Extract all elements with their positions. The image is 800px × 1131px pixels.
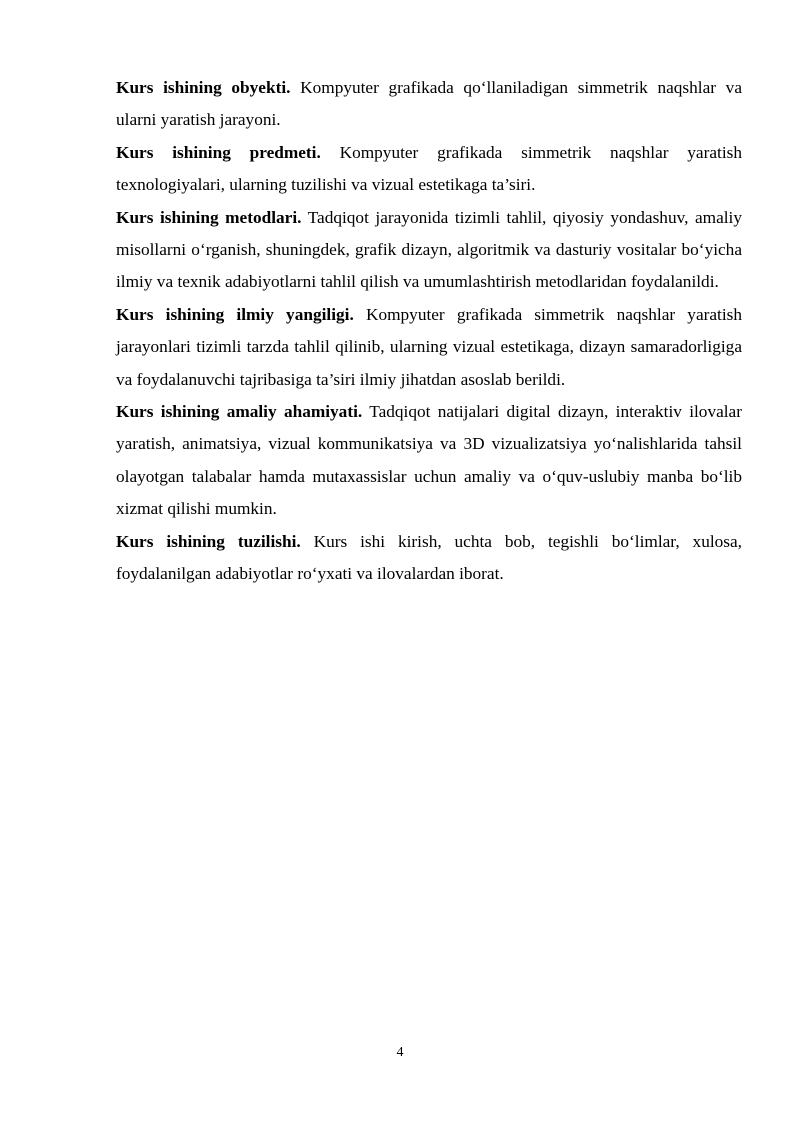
- paragraph-subject: [116, 137, 742, 202]
- page-content: [116, 72, 742, 591]
- paragraph-methods: [116, 202, 742, 299]
- page-number: 4: [396, 1045, 404, 1060]
- paragraph-text: Tadqiqot natijalari digital dizayn, interaktiv ilovalar yaratish, animatsiya, vizual kommunikatsiya va 3D vizualizatsiya yo‘nalishlarida tahsil olayotgan talabalar hamda mutaxassislar uchun amaliy va o‘quv-uslubiy manba bo‘lib xizmat qilishi mumkin.: [116, 402, 742, 519]
- paragraph-practical-significance: [116, 396, 742, 526]
- paragraph-label: Kurs ishining ilmiy yangiligi.: [116, 304, 354, 324]
- paragraph-label: Kurs ishining amaliy ahamiyati.: [116, 402, 363, 422]
- paragraph-text: Tadqiqot jarayonida tizimli tahlil, qiyosiy yondashuv, amaliy misollarni o‘rganish, shuningdek, grafik dizayn, algoritmik va dasturiy vositalar bo‘yicha ilmiy va texnik adabiyotlarni tahlil qilish va umumlashtirish metodlaridan foydalanildi.: [116, 207, 742, 292]
- paragraph-label: Kurs ishining metodlari.: [116, 207, 302, 227]
- paragraph-label: Kurs ishining predmeti.: [116, 142, 321, 162]
- paragraph-novelty: [116, 299, 742, 396]
- paragraph-text: Kompyuter grafikada qo‘llaniladigan simmetrik naqshlar va ularni yaratish jarayoni.: [116, 78, 742, 130]
- paragraph-label: Kurs ishining tuzilishi.: [116, 531, 301, 551]
- paragraph-text: Kompyuter grafikada simmetrik naqshlar yaratish jarayonlari tizimli tarzda tahlil qilinib, ularning vizual estetikaga, dizayn samaradorligiga va foydalanuvchi tajribasiga ta’siri ilmiy jihatdan asoslab berildi.: [116, 304, 743, 389]
- paragraph-object: [116, 72, 742, 137]
- paragraph-structure: [116, 526, 742, 591]
- paragraph-label: Kurs ishining obyekti.: [116, 78, 291, 97]
- paragraph-text: Kurs ishi kirish, uchta bob, tegishli bo‘limlar, xulosa, foydalanilgan adabiyotlar ro‘yxati va ilovalardan iborat.: [116, 531, 743, 584]
- paragraph-text: Kompyuter grafikada simmetrik naqshlar yaratish texnologiyalari, ularning tuzilishi va vizual estetikaga ta’siri.: [116, 142, 742, 195]
